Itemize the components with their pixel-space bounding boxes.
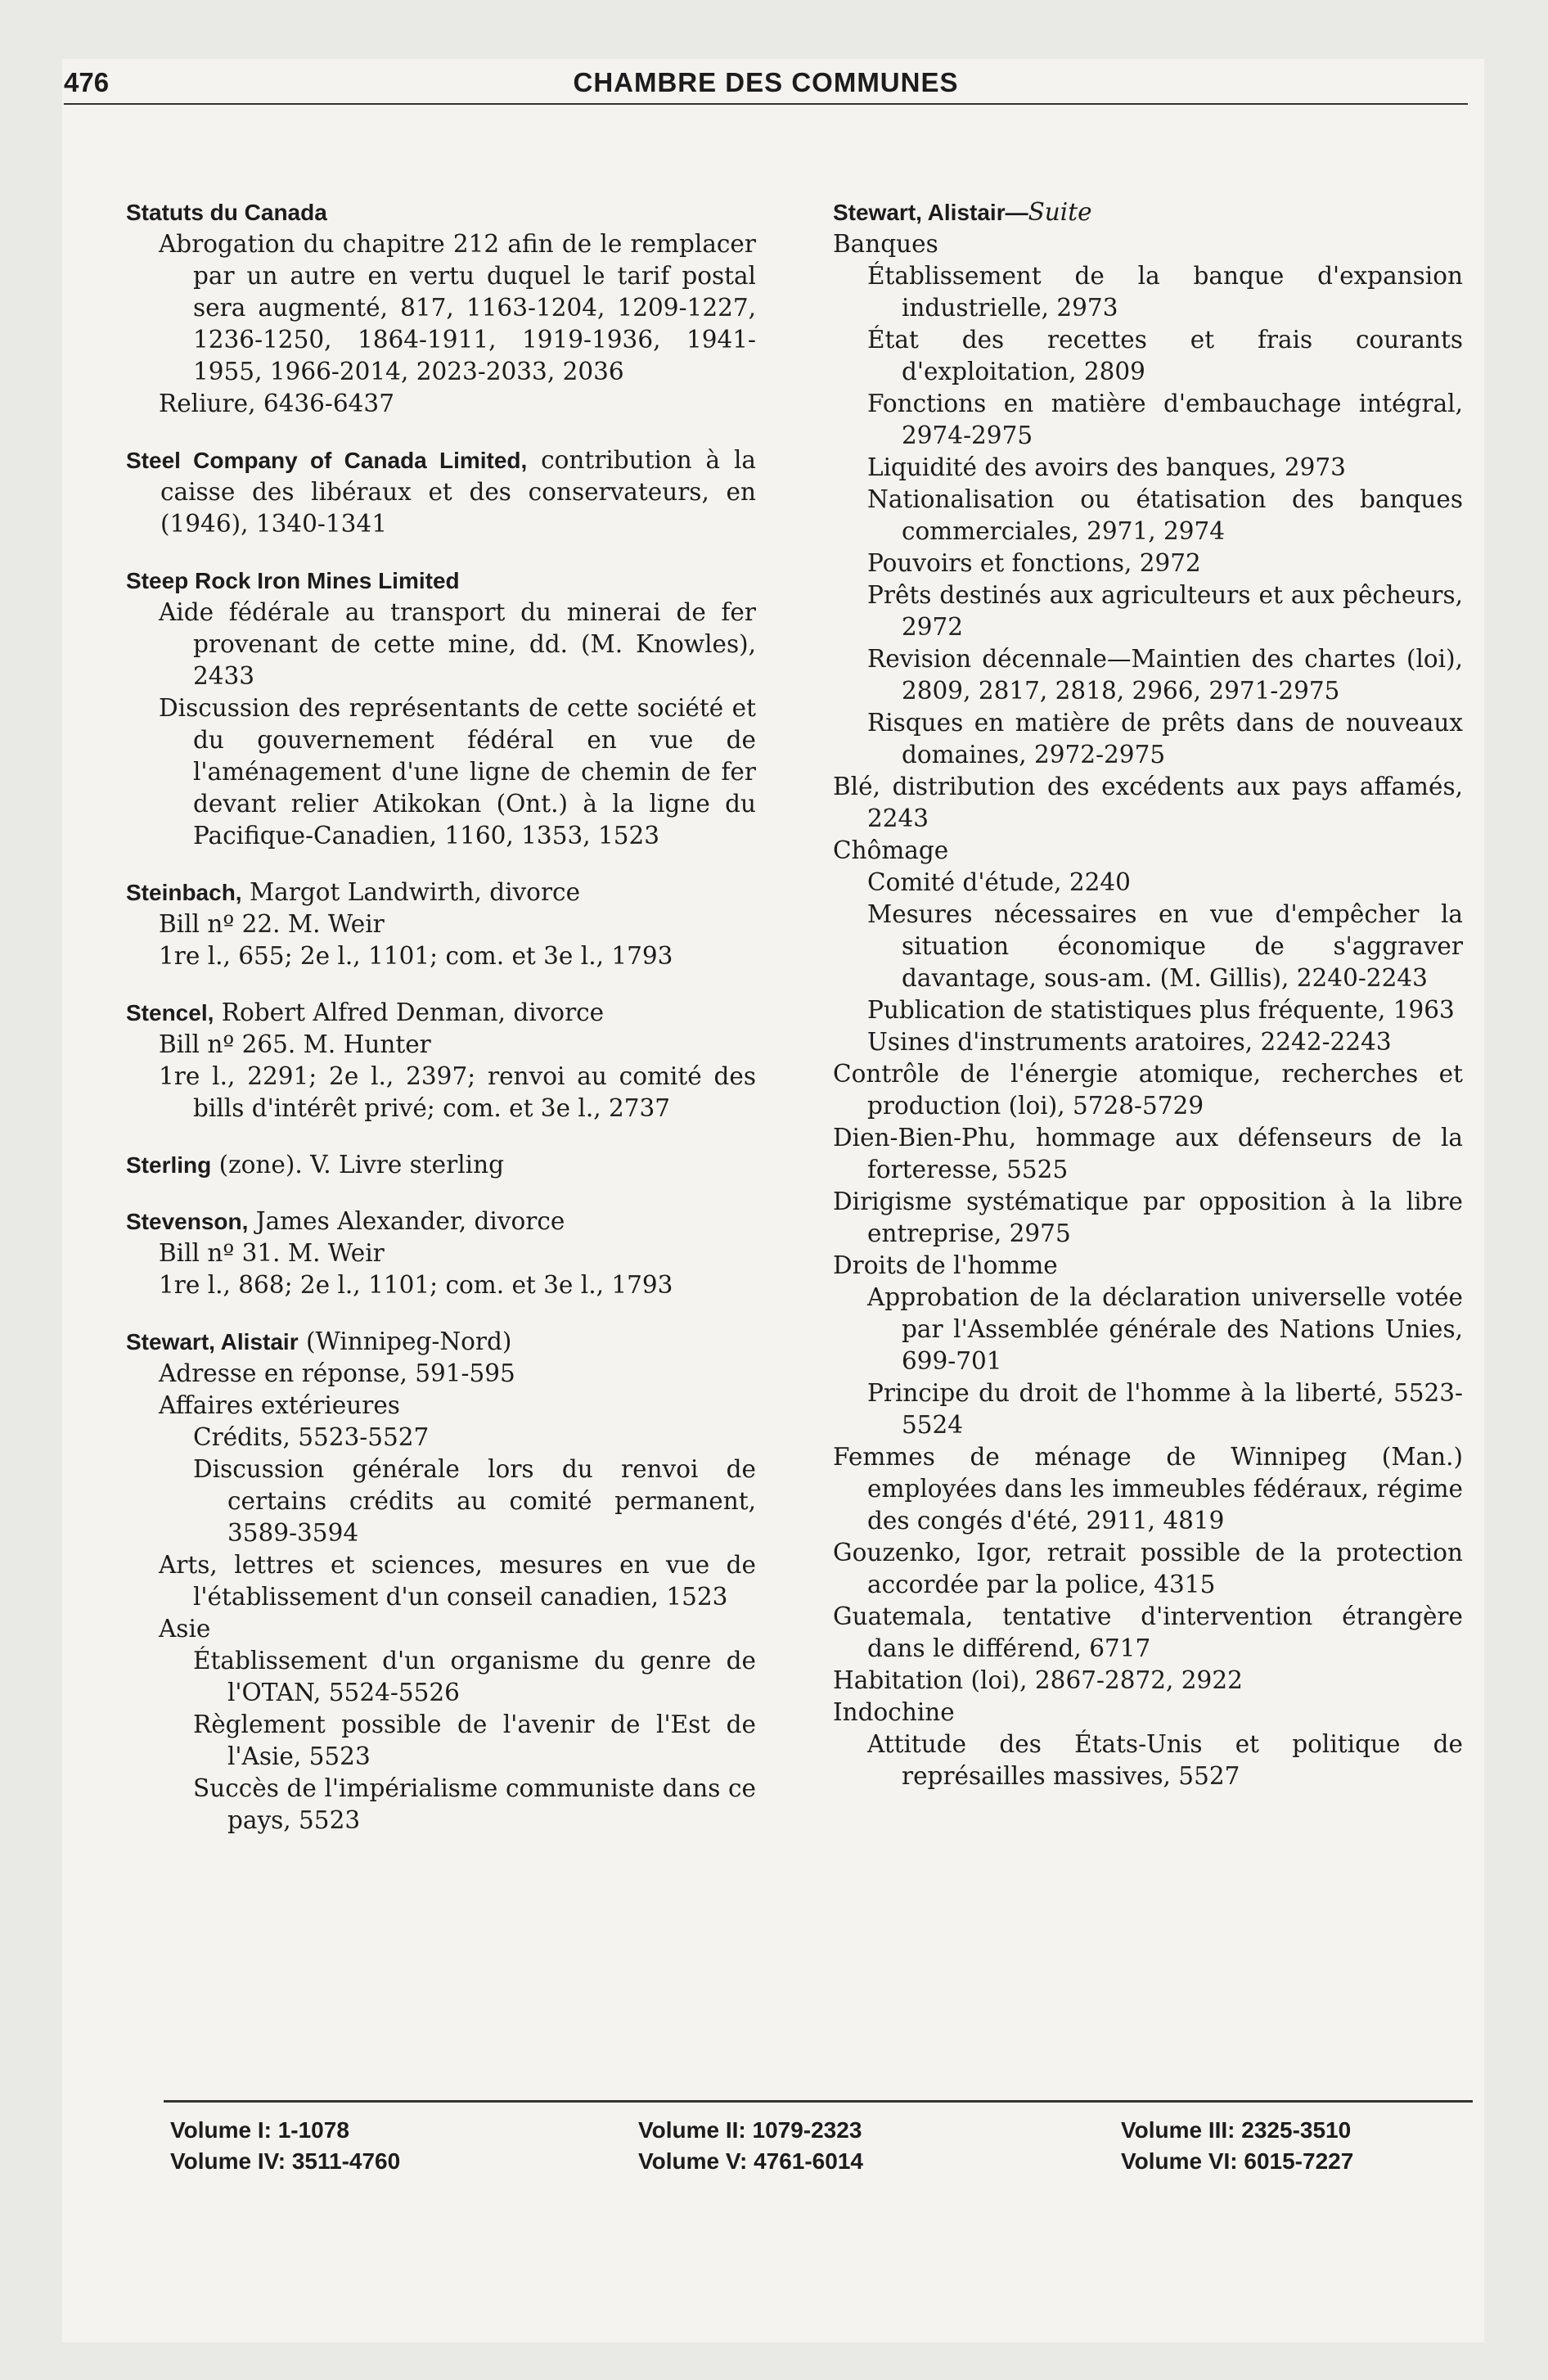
index-subentry: Guatemala, tentative d'intervention étrangère dans le différend, 6717 <box>833 1602 1463 1662</box>
entry-heading-detail: (Winnipeg-Nord) <box>298 1327 512 1355</box>
index-subentry: Discussion générale lors du renvoi de certains crédits au comité permanent, 3589-3594 <box>193 1455 756 1547</box>
index-subentry: Mesures nécessaires en vue d'empêcher la situation économique de s'aggraver davantage, sous-am. (M. Gillis), 2240-2243 <box>867 900 1463 992</box>
index-column-left <box>126 196 756 1861</box>
index-subentry: Établissement d'un organisme du genre de l'OTAN, 5524-5526 <box>193 1647 756 1706</box>
index-subentry: Aide fédérale au transport du minerai de fer provenant de cette mine, dd. (M. Knowles), 2433 <box>159 598 756 690</box>
index-subentry: Asie <box>159 1615 211 1643</box>
entry-heading: Stencel, <box>126 1000 214 1025</box>
index-subentry: Blé, distribution des excédents aux pays affamés, 2243 <box>833 773 1463 832</box>
index-subentry: Discussion des représentants de cette société et du gouvernement fédéral en vue de l'aménagement d'une ligne de chemin de fer devant relier Atikokan (Ont.) à la ligne du Pacifique-Canadien, 1160, 1353, 1523 <box>159 694 756 850</box>
volume-range: Volume IV: 3511-4760 <box>170 2148 401 2174</box>
index-subentry: Pouvoirs et fonctions, 2972 <box>867 549 1201 577</box>
index-subentry: Crédits, 5523-5527 <box>193 1423 430 1451</box>
volume-range: Volume I: 1-1078 <box>170 2117 349 2143</box>
entry-heading-detail: Suite <box>1028 198 1092 226</box>
index-subentry: Bill nº 31. M. Weir <box>159 1239 385 1267</box>
index-entry <box>126 444 756 540</box>
index-subentry: Bill nº 265. M. Hunter <box>159 1030 431 1058</box>
entry-heading: Steel Company of Canada Limited, <box>126 448 528 473</box>
index-entry <box>833 196 1463 1792</box>
index-subentry: Chômage <box>833 836 949 864</box>
index-subentry: Succès de l'impérialisme communiste dans ce pays, 5523 <box>193 1774 756 1834</box>
volume-range: Volume VI: 6015-7227 <box>1121 2148 1354 2174</box>
entry-heading: Statuts du Canada <box>126 200 327 225</box>
entry-heading: Stevenson, <box>126 1209 249 1234</box>
index-entry <box>126 196 756 420</box>
volume-footer <box>164 2100 1473 2184</box>
page-title: CHAMBRE DES COMMUNES <box>573 67 959 97</box>
index-entry <box>126 877 756 972</box>
index-subentry: Arts, lettres et sciences, mesures en vue de l'établissement d'un conseil canadien, 1523 <box>159 1551 756 1611</box>
index-subentry: Femmes de ménage de Winnipeg (Man.) employées dans les immeubles fédéraux, régime des congés d'été, 2911, 4819 <box>833 1443 1463 1535</box>
entry-heading: Steep Rock Iron Mines Limited <box>126 568 460 593</box>
entry-heading: Sterling <box>126 1152 212 1178</box>
volume-range: Volume III: 2325-3510 <box>1121 2117 1352 2143</box>
index-subentry: Adresse en réponse, 591-595 <box>159 1359 515 1387</box>
index-entry <box>126 565 756 852</box>
volume-range: Volume II: 1079-2323 <box>638 2117 862 2143</box>
entry-heading-detail: Robert Alfred Denman, divorce <box>214 998 605 1026</box>
index-subentry: Attitude des États-Unis et politique de représailles massives, 5527 <box>867 1730 1463 1790</box>
index-subentry: Fonctions en matière d'embauchage intégral, 2974-2975 <box>867 390 1463 449</box>
index-subentry: Gouzenko, Igor, retrait possible de la protection accordée par la police, 4315 <box>833 1539 1463 1598</box>
index-column-right <box>833 196 1463 1817</box>
index-subentry: Droits de l'homme <box>833 1251 1058 1279</box>
index-subentry: Usines d'instruments aratoires, 2242-2243 <box>867 1028 1392 1056</box>
entry-heading: Steinbach, <box>126 880 242 905</box>
page-number: 476 <box>64 67 110 97</box>
index-subentry: Bill nº 22. M. Weir <box>159 910 385 938</box>
index-subentry: Comité d'étude, 2240 <box>867 868 1131 896</box>
index-entry <box>126 1326 756 1837</box>
index-subentry: Établissement de la banque d'expansion industrielle, 2973 <box>867 262 1463 322</box>
index-entry <box>126 1149 756 1181</box>
index-subentry: Nationalisation ou étatisation des banques commerciales, 2971, 2974 <box>867 485 1463 545</box>
index-subentry: 1re l., 655; 2e l., 1101; com. et 3e l., 1793 <box>159 942 673 970</box>
volume-range: Volume V: 4761-6014 <box>638 2148 863 2174</box>
index-subentry: Affaires extérieures <box>159 1391 400 1419</box>
index-subentry: 1re l., 868; 2e l., 1101; com. et 3e l., 1793 <box>159 1271 673 1299</box>
index-subentry: Abrogation du chapitre 212 afin de le remplacer par un autre en vertu duquel le tarif postal sera augmenté, 817, 1163-1204, 1209-1227, 1236-1250, 1864-1911, 1919-1936, 1941-1955, 1966-2014, 2023-2033, 2036 <box>159 230 756 385</box>
index-subentry: Indochine <box>833 1698 955 1726</box>
page-header <box>64 67 1468 105</box>
entry-heading-detail: Margot Landwirth, divorce <box>241 878 581 906</box>
index-subentry: Prêts destinés aux agriculteurs et aux pêcheurs, 2972 <box>867 581 1463 641</box>
index-subentry: Habitation (loi), 2867-2872, 2922 <box>833 1666 1243 1694</box>
index-entry <box>126 1206 756 1301</box>
entry-heading-detail: (zone). V. Livre sterling <box>211 1151 504 1179</box>
index-subentry: 1re l., 2291; 2e l., 2397; renvoi au comité des bills d'intérêt privé; com. et 3e l., 2737 <box>159 1062 756 1122</box>
entry-heading-detail: James Alexander, divorce <box>248 1207 565 1235</box>
index-subentry: Règlement possible de l'avenir de l'Est de l'Asie, 5523 <box>193 1711 756 1770</box>
entry-heading-detail: contribution à la caisse des libéraux et des conservateurs, en (1946), 1340-1341 <box>160 446 756 538</box>
entry-heading: Stewart, Alistair— <box>833 200 1028 225</box>
index-subentry: Publication de statistiques plus fréquente, 1963 <box>867 996 1455 1024</box>
index-subentry: Approbation de la déclaration universelle votée par l'Assemblée générale des Nations Unies, 699-701 <box>867 1283 1463 1375</box>
index-subentry: Liquidité des avoirs des banques, 2973 <box>867 453 1346 481</box>
index-subentry: Contrôle de l'énergie atomique, recherches et production (loi), 5728-5729 <box>833 1060 1463 1120</box>
index-subentry: Dien-Bien-Phu, hommage aux défenseurs de la forteresse, 5525 <box>833 1124 1463 1183</box>
index-subentry: État des recettes et frais courants d'exploitation, 2809 <box>867 326 1463 385</box>
index-subentry: Principe du droit de l'homme à la liberté, 5523-5524 <box>867 1379 1463 1439</box>
index-subentry: Banques <box>833 230 938 258</box>
entry-heading: Stewart, Alistair <box>126 1329 299 1355</box>
index-entry <box>126 997 756 1125</box>
index-subentry: Dirigisme systématique par opposition à la libre entreprise, 2975 <box>833 1188 1463 1247</box>
index-subentry: Revision décennale—Maintien des chartes (loi), 2809, 2817, 2818, 2966, 2971-2975 <box>867 645 1463 705</box>
index-subentry: Reliure, 6436-6437 <box>159 390 394 417</box>
index-subentry: Risques en matière de prêts dans de nouveaux domaines, 2972-2975 <box>867 709 1463 769</box>
